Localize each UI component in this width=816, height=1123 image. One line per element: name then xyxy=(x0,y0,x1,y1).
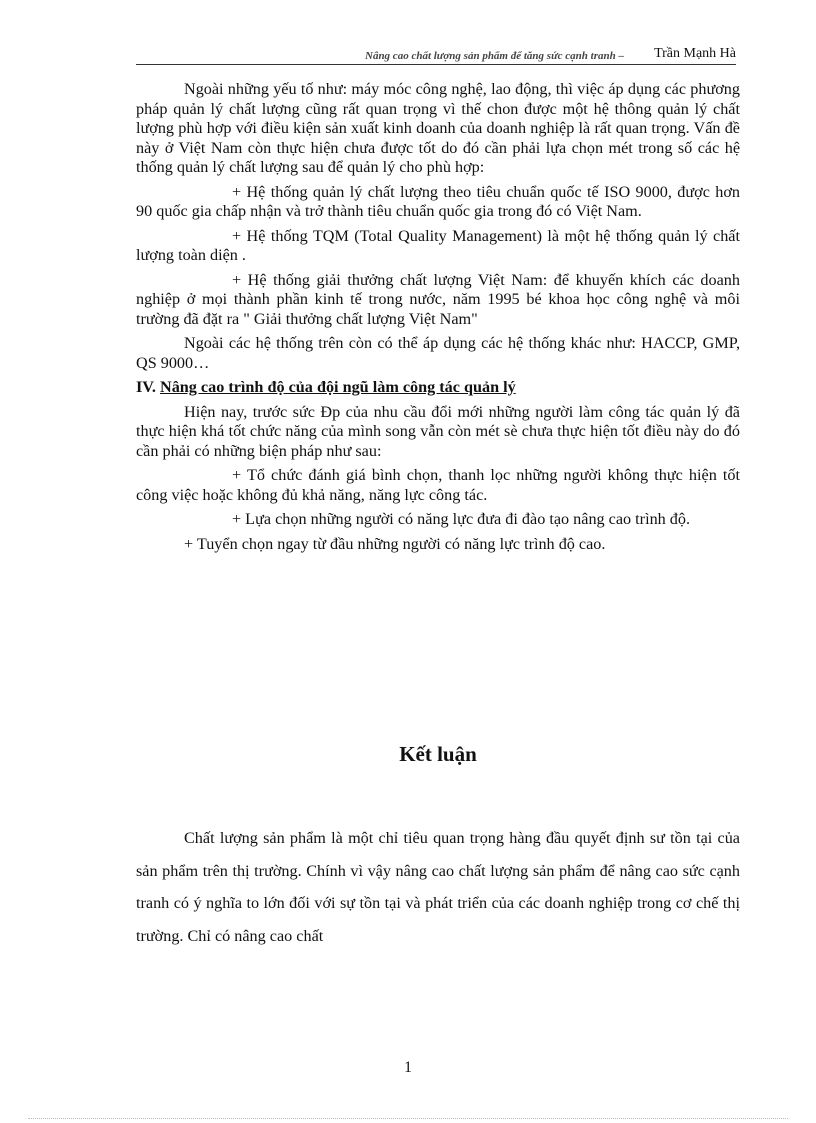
list-item-training: + Lựa chọn những người có năng lực đưa đi đào tạo nâng cao trình độ. xyxy=(232,510,691,528)
page-content xyxy=(136,80,740,559)
list-item-evaluation: + Tổ chức đánh giá bình chọn, thanh lọc những người không thực hiện tốt công việc hoặc không đủ khả năng, năng lực công tác. xyxy=(136,466,740,504)
paragraph-intro: Ngoài những yếu tố như: máy móc công nghệ, lao động, thì việc áp dụng các phương pháp quản lý chất lượng cũng rất quan trọng vì thế chon được một hệ thông quản lý chất lượng phù hợp với điều kiện sản xuất kinh doanh của doanh nghiệp là rất quan trọng. Vấn đề này ở Việt Nam còn thực hiện chưa được tốt do đó cần phải lựa chọn mét trong số các hệ thống quản lý chất lượng sau để quản lý cho phù hợp: xyxy=(136,80,740,176)
list-item-quality-award: + Hệ thống giải thưởng chất lượng Việt Nam: để khuyến khích các doanh nghiệp ở mọi thành phần kinh tế trong nước, năm 1995 bé khoa học công nghệ và môi trường đã đặt ra " Giải thưởng chất lượng Việt Nam" xyxy=(136,270,740,328)
paragraph-other-systems: Ngoài các hệ thống trên còn có thể áp dụng các hệ thống khác như: HACCP, GMP, QS 9000… xyxy=(136,334,740,372)
page-number: 1 xyxy=(404,1059,412,1076)
section-heading xyxy=(136,378,740,398)
conclusion-title: Kết luận xyxy=(399,742,477,766)
section-number: IV. xyxy=(136,378,156,396)
paragraph-management: Hiện nay, trước sức Đp của nhu cầu đổi mới những người làm công tác quản lý đã thực hiện khá tốt chức năng của mình song vẫn còn mét sè chưa thực hiện tốt điều này do đó cần phải có những biện pháp như sau: xyxy=(136,402,740,460)
conclusion-text: Chất lượng sản phẩm là một chỉ tiêu quan trọng hàng đầu quyết định sư tồn tại của sản phẩm trên thị trường. Chính vì vậy nâng cao chất lượng sản phẩm để nâng cao sức cạnh tranh có ý nghĩa to lớn đối với sự tồn tại và phát triển của các doanh nghiệp trong cơ chế thị trường. Chỉ có nâng cao chất xyxy=(136,829,740,945)
list-item-tqm: + Hệ thống TQM (Total Quality Management) là một hệ thống quản lý chất lượng toàn diện . xyxy=(136,226,740,264)
header-title: Nâng cao chất lượng sản phẩm để tăng sức cạnh tranh – xyxy=(365,50,624,62)
list-item-recruitment: + Tuyển chọn ngay từ đầu những người có năng lực trình độ cao. xyxy=(184,534,606,553)
page-header xyxy=(136,46,736,68)
list-item-iso9000: + Hệ thống quản lý chất lượng theo tiêu chuẩn quốc tế ISO 9000, được hơn 90 quốc gia chấp nhận và trở thành tiêu chuẩn quốc gia trong đó có Việt Nam. xyxy=(136,182,740,220)
section-title: Nâng cao trình độ của đội ngũ làm công tác quản lý xyxy=(160,378,516,396)
page-bottom-rule xyxy=(28,1118,788,1119)
header-author: Trần Mạnh Hà xyxy=(650,46,736,62)
header-rule xyxy=(136,64,736,65)
